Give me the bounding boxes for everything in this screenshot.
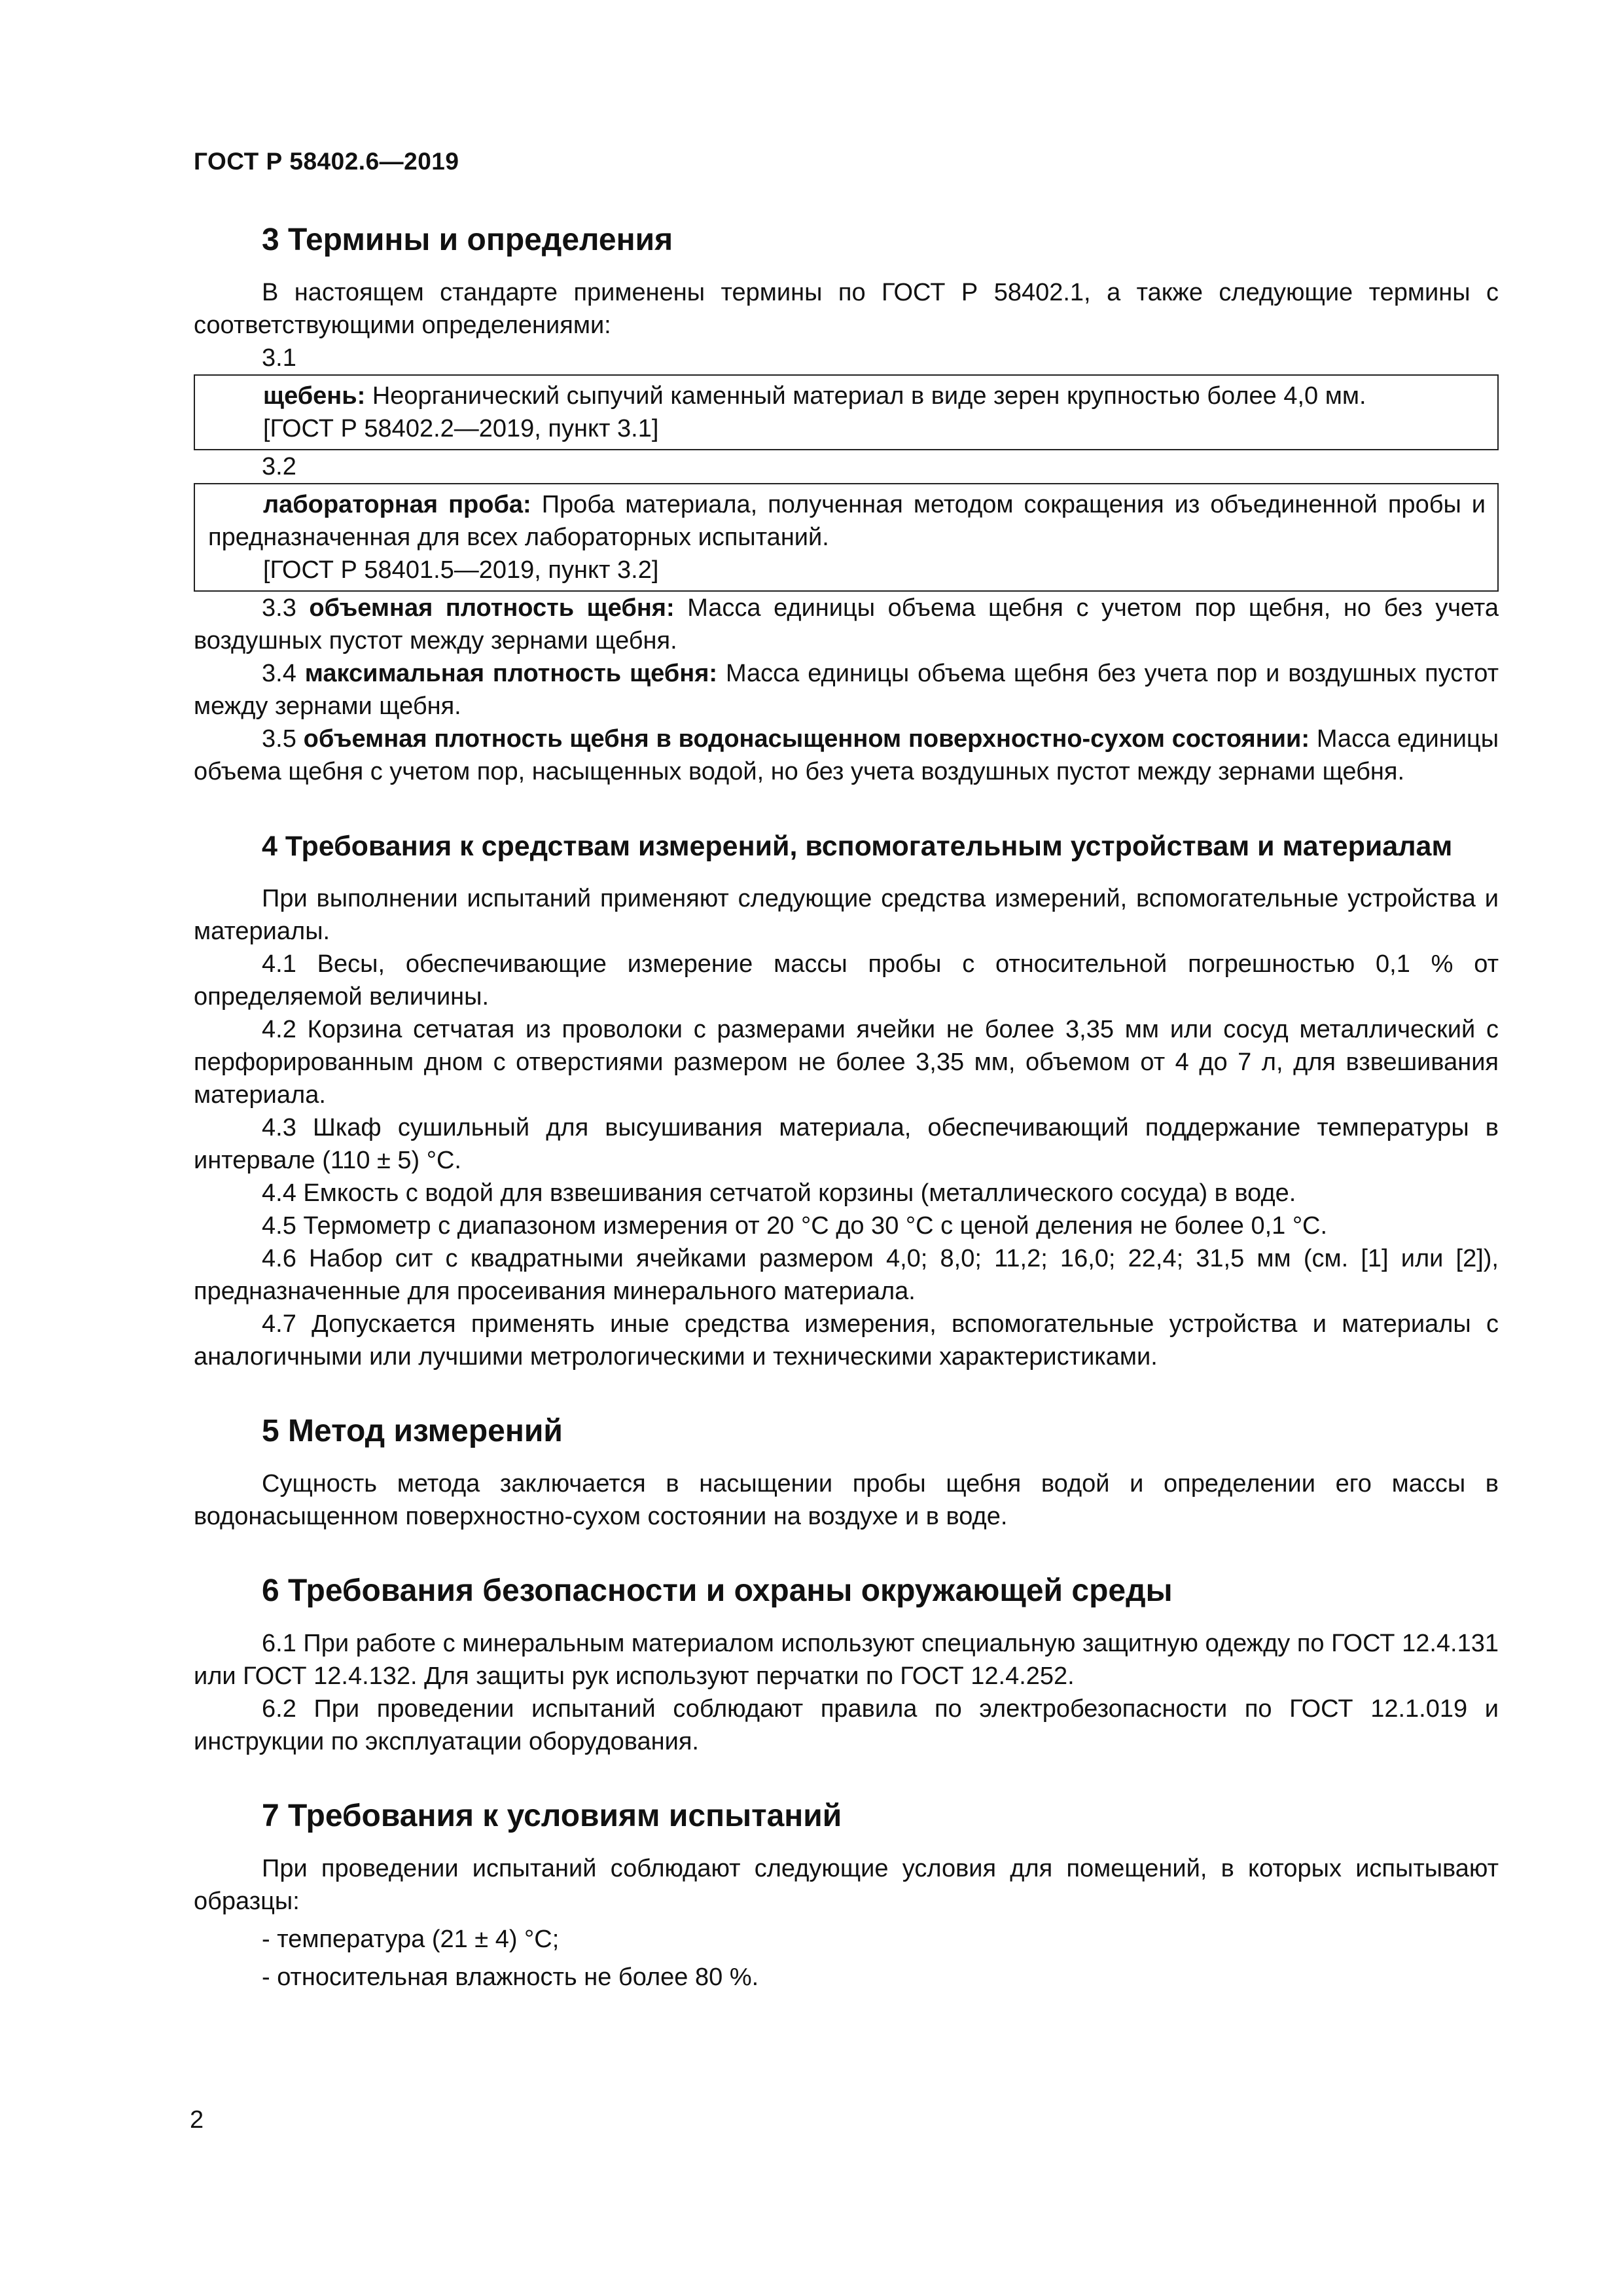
document-id: ГОСТ Р 58402.6—2019 — [194, 148, 459, 175]
paragraph-4-3: 4.3 Шкаф сушильный для высушивания материала, обеспечивающий поддержание температуры в интервале (110 ± 5) °С. — [194, 1114, 1499, 1174]
condition-temperature: - температура (21 ± 4) °С; — [262, 1926, 560, 1953]
term-3-1-text — [208, 380, 1486, 412]
condition-humidity: - относительная влажность не более 80 %. — [262, 1964, 759, 1991]
section-4-requirements — [194, 825, 1499, 1373]
document-body — [194, 219, 1499, 1994]
term-3-2-source: [ГОСТ Р 58401.5—2019, пункт 3.2] — [263, 556, 659, 584]
term-3-1-source: [ГОСТ Р 58402.2—2019, пункт 3.1] — [263, 415, 659, 442]
term-3-4 — [194, 657, 1499, 723]
section-3-terms — [194, 219, 1499, 788]
term-3-3-number: 3.3 — [262, 594, 310, 622]
term-3-3-definition: Масса единицы объема щебня с учетом пор щебня, но без учета воздушных пустот между зернами щебня. — [194, 594, 1499, 655]
term-3-5-term: объемная плотность щебня в водонасыщенном поверхностно-сухом состоянии: — [303, 725, 1310, 753]
page-number: 2 — [190, 2106, 204, 2134]
term-3-1-term: щебень: — [263, 382, 366, 410]
paragraph-6-2: 6.2 При проведении испытаний соблюдают правила по электробезопасности по ГОСТ 12.1.019 и инструкции по эксплуатации оборудования. — [194, 1695, 1499, 1755]
term-3-1-number: 3.1 — [262, 344, 296, 372]
paragraph-4-2: 4.2 Корзина сетчатая из проволоки с размерами ячейки не более 3,35 мм или сосуд металлический с перфорированным дном с отверстиями размером не более 3,35 мм, объемом от 4 до 7 л, для взвешивания материала. — [194, 1016, 1499, 1109]
term-3-2-definition: Проба материала, полученная методом сокращения из объединенной пробы и предназначенная для всех лабораторных испытаний. — [208, 491, 1486, 551]
paragraph-4-4: 4.4 Емкость с водой для взвешивания сетчатой корзины (металлического сосуда) в воде. — [262, 1179, 1296, 1207]
term-3-1-box — [194, 374, 1499, 450]
term-3-2-text — [208, 488, 1486, 554]
term-3-2-term: лабораторная проба: — [263, 491, 531, 518]
paragraph-6-1: 6.1 При работе с минеральным материалом используют специальную защитную одежду по ГОСТ 12.4.131 или ГОСТ 12.4.132. Для защиты рук используют перчатки по ГОСТ 12.4.252. — [194, 1630, 1499, 1690]
term-3-4-definition: Масса единицы объема щебня без учета пор и воздушных пустот между зернами щебня. — [194, 660, 1499, 720]
term-3-4-term: максимальная плотность щебня: — [304, 660, 718, 687]
term-3-5-number: 3.5 — [262, 725, 304, 753]
term-3-2-number: 3.2 — [262, 453, 296, 480]
section-5-method — [194, 1410, 1499, 1533]
term-3-4-number: 3.4 — [262, 660, 305, 687]
section-6-title: 6 Требования безопасности и охраны окружающей среды — [262, 1573, 1173, 1608]
paragraph-4-7: 4.7 Допускается применять иные средства измерения, вспомогательные устройства и материалы с аналогичными или лучшими метрологическими и техническими характеристиками. — [194, 1310, 1499, 1371]
section-7-intro: При проведении испытаний соблюдают следующие условия для помещений, в которых испытывают образцы: — [194, 1855, 1499, 1915]
section-7-conditions — [194, 1795, 1499, 1994]
paragraph-4-1: 4.1 Весы, обеспечивающие измерение массы пробы с относительной погрешностью 0,1 % от определяемой величины. — [194, 950, 1499, 1011]
section-3-intro: В настоящем стандарте применены термины по ГОСТ Р 58402.1, а также следующие термины с соответствующими определениями: — [194, 279, 1499, 339]
term-3-3 — [194, 592, 1499, 657]
section-3-title: 3 Термины и определения — [262, 223, 673, 257]
term-3-2-box — [194, 483, 1499, 592]
term-3-5-definition: Масса единицы объема щебня с учетом пор, насыщенных водой, но без учета воздушных пустот между зернами щебня. — [194, 725, 1499, 785]
term-3-1-definition: Неорганический сыпучий каменный материал в виде зерен крупностью более 4,0 мм. — [365, 382, 1366, 410]
term-3-5 — [194, 723, 1499, 788]
paragraph-4-6: 4.6 Набор сит с квадратными ячейками размером 4,0; 8,0; 11,2; 16,0; 22,4; 31,5 мм (см. [1] или [2]), предназначенные для просеивания минерального материала. — [194, 1245, 1499, 1305]
section-4-title: 4 Требования к средствам измерений, вспомогательным устройствам и материалам — [262, 831, 1453, 862]
section-5-text: Сущность метода заключается в насыщении пробы щебня водой и определении его массы в водонасыщенном поверхностно-сухом состоянии на воздухе и в воде. — [194, 1470, 1499, 1530]
term-3-3-term: объемная плотность щебня: — [309, 594, 675, 622]
section-4-intro: При выполнении испытаний применяют следующие средства измерений, вспомогательные устройства и материалы. — [194, 885, 1499, 945]
section-7-title: 7 Требования к условиям испытаний — [262, 1799, 842, 1833]
paragraph-4-5: 4.5 Термометр с диапазоном измерения от 20 °С до 30 °С с ценой деления не более 0,1 °С. — [262, 1212, 1328, 1240]
section-6-safety — [194, 1570, 1499, 1758]
section-5-title: 5 Метод измерений — [262, 1414, 563, 1448]
